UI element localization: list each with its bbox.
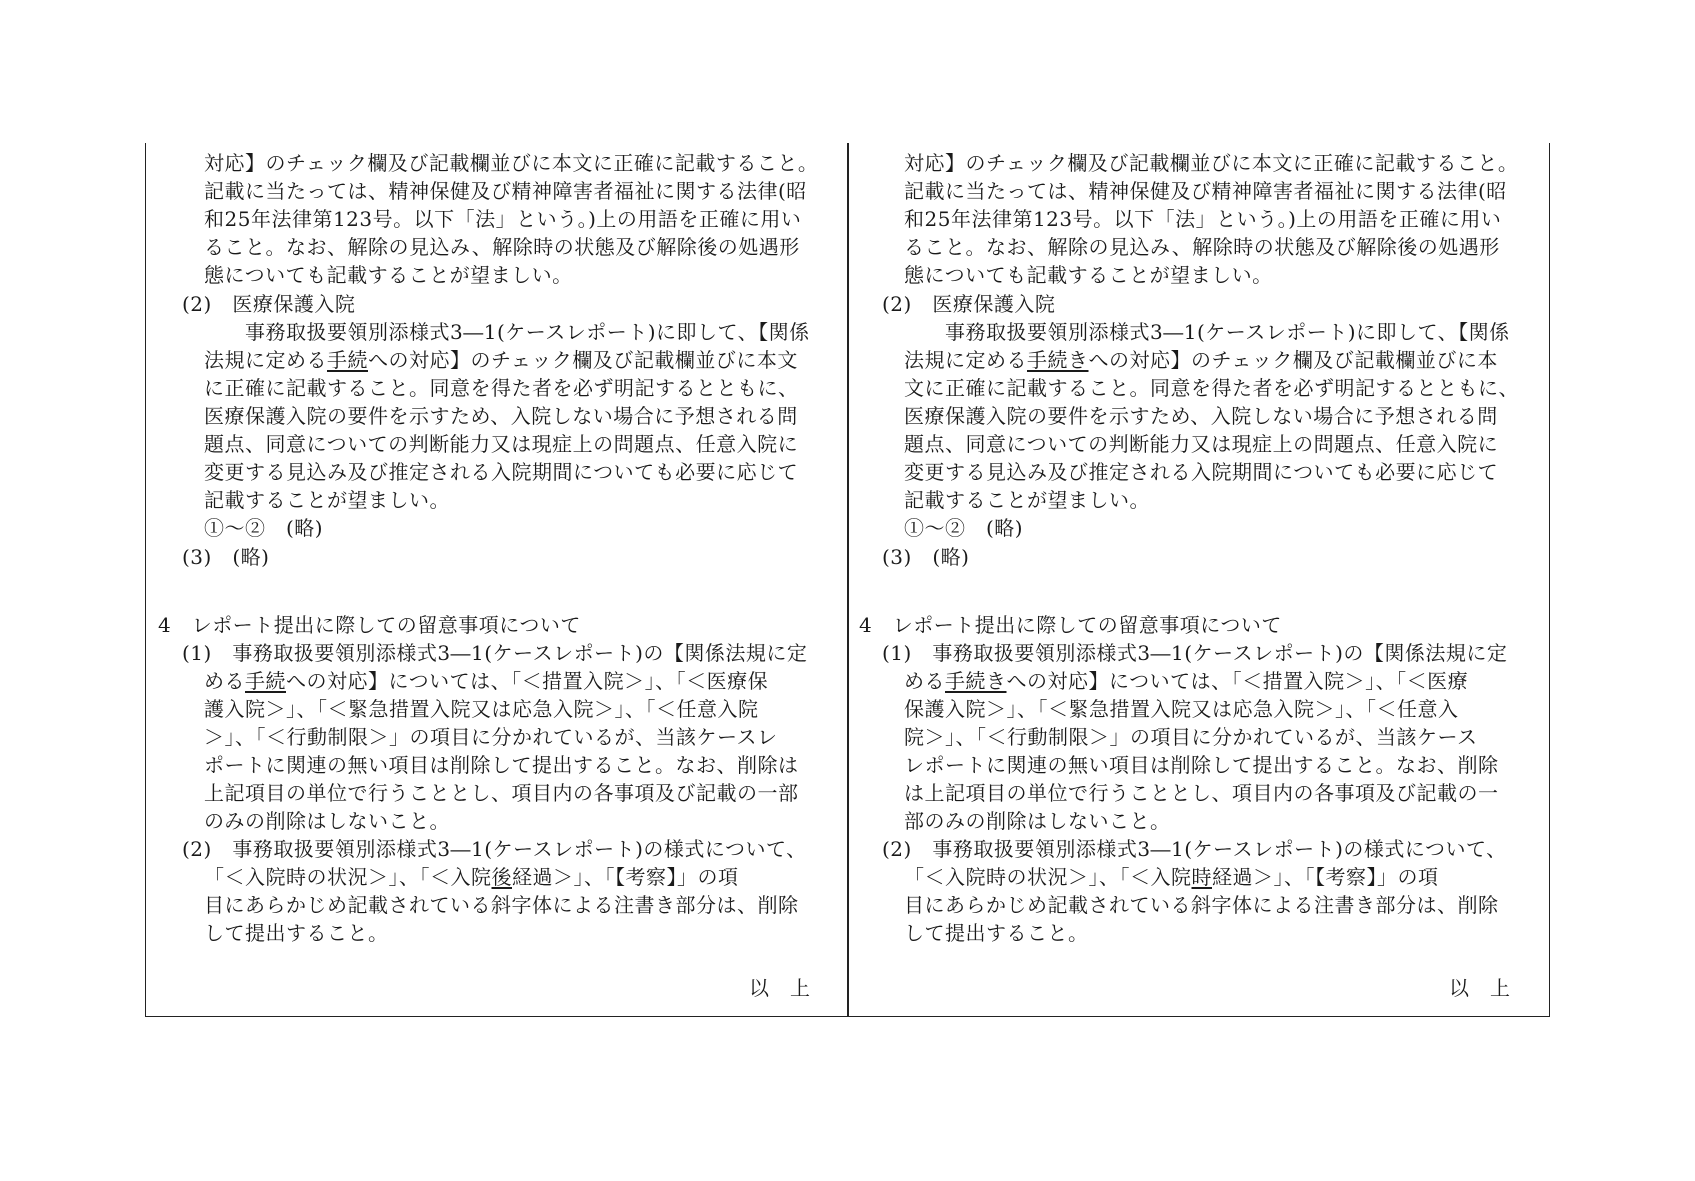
text-segment: 経過＞」、「【考察】」の項: [1212, 865, 1439, 889]
underlined-text: 手続き: [1027, 348, 1089, 372]
paragraph-line: 記載することが望ましい。: [204, 488, 450, 512]
paragraph-line: 事務取扱要領別添様式3―1(ケースレポート)に即して、【関係: [204, 320, 810, 344]
paragraph-line: [904, 667, 1468, 695]
paragraph-line: 和25年法律第123号。以下「法」という。)上の用語を正確に用い: [904, 207, 1502, 231]
paragraph-line: 態についても記載することが望ましい。: [904, 263, 1273, 287]
closing-mark: 以 上: [749, 976, 811, 1000]
paragraph-line: 記載することが望ましい。: [904, 488, 1150, 512]
paragraph-line: は上記項目の単位で行うこととし、項目内の各事項及び記載の一: [904, 781, 1499, 805]
section-heading: (2) 医療保護入院: [182, 292, 356, 316]
left-column: [146, 143, 848, 1016]
section-heading: (3) (略): [882, 545, 970, 569]
paragraph-line: 護入院＞」、「＜緊急措置入院又は応急入院＞」、「＜任意入院: [204, 697, 759, 721]
paragraph-line: ①～② (略): [204, 516, 324, 540]
paragraph-line: 上記項目の単位で行うこととし、項目内の各事項及び記載の一部: [204, 781, 799, 805]
underlined-text: 手続き: [945, 669, 1007, 693]
paragraph-line: 対応】のチェック欄及び記載欄並びに本文に正確に記載すること。: [204, 151, 819, 175]
text-segment: への対応】については、「＜措置入院＞」、「＜医療保: [286, 669, 769, 693]
paragraph-line: 変更する見込み及び推定される入院期間についても必要に応じて: [204, 460, 799, 484]
paragraph-line: して提出すること。: [204, 921, 389, 945]
paragraph-line: [904, 346, 1498, 374]
paragraph-line: ＞」、「＜行動制限＞」の項目に分かれているが、当該ケースレ: [204, 725, 778, 749]
paragraph-line: ること。なお、解除の見込み、解除時の状態及び解除後の処遇形: [204, 235, 800, 259]
paragraph-line: [904, 863, 1439, 891]
text-segment: 「＜入院時の状況＞」、「＜入院: [904, 865, 1192, 889]
paragraph-line: (2) 事務取扱要領別添様式3―1(ケースレポート)の様式について、: [182, 837, 807, 861]
paragraph-line: 変更する見込み及び推定される入院期間についても必要に応じて: [904, 460, 1499, 484]
section-heading: (2) 医療保護入院: [882, 292, 1056, 316]
comparison-table: [145, 143, 1550, 1017]
paragraph-line: 記載に当たっては、精神保健及び精神障害者福祉に関する法律(昭: [904, 179, 1507, 203]
text-segment: 法規に定める: [904, 348, 1027, 372]
paragraph-line: [204, 667, 768, 695]
section-heading: 4 レポート提出に際しての留意事項について: [158, 613, 581, 637]
text-segment: める: [204, 669, 245, 693]
text-segment: への対応】については、「＜措置入院＞」、「＜医療: [1006, 669, 1469, 693]
paragraph-line: ポートに関連の無い項目は削除して提出すること。なお、削除は: [204, 753, 799, 777]
paragraph-line: に正確に記載すること。同意を得た者を必ず明記するとともに、: [204, 376, 799, 400]
paragraph-line: 部のみの削除はしないこと。: [904, 809, 1171, 833]
text-segment: 法規に定める: [204, 348, 327, 372]
paragraph-line: ること。なお、解除の見込み、解除時の状態及び解除後の処遇形: [904, 235, 1500, 259]
paragraph-line: レポートに関連の無い項目は削除して提出すること。なお、削除: [904, 753, 1499, 777]
paragraph-line: ①～② (略): [904, 516, 1024, 540]
paragraph-line: 院＞」、「＜行動制限＞」の項目に分かれているが、当該ケース: [904, 725, 1478, 749]
closing-mark: 以 上: [1449, 976, 1511, 1000]
underlined-text: 手続: [327, 348, 368, 372]
paragraph-line: 記載に当たっては、精神保健及び精神障害者福祉に関する法律(昭: [204, 179, 807, 203]
paragraph-line: 目にあらかじめ記載されている斜字体による注書き部分は、削除: [204, 893, 799, 917]
paragraph-line: [204, 346, 798, 374]
text-segment: める: [904, 669, 945, 693]
paragraph-line: (1) 事務取扱要領別添様式3―1(ケースレポート)の【関係法規に定: [182, 641, 808, 665]
paragraph-line: のみの削除はしないこと。: [204, 809, 450, 833]
paragraph-line: 保護入院＞」、「＜緊急措置入院又は応急入院＞」、「＜任意入: [904, 697, 1459, 721]
paragraph-line: 対応】のチェック欄及び記載欄並びに本文に正確に記載すること。: [904, 151, 1519, 175]
section-heading: 4 レポート提出に際しての留意事項について: [859, 613, 1282, 637]
paragraph-line: 事務取扱要領別添様式3―1(ケースレポート)に即して、【関係: [904, 320, 1510, 344]
underlined-text: 時: [1191, 865, 1212, 889]
paragraph-line: 題点、同意についての判断能力又は現症上の問題点、任意入院に: [204, 432, 799, 456]
text-segment: への対応】のチェック欄及び記載欄並びに本文: [368, 348, 798, 372]
text-segment: 経過＞」、「【考察】」の項: [512, 865, 739, 889]
text-segment: への対応】のチェック欄及び記載欄並びに本: [1088, 348, 1498, 372]
paragraph-line: 文に正確に記載すること。同意を得た者を必ず明記するとともに、: [904, 376, 1519, 400]
paragraph-line: 態についても記載することが望ましい。: [204, 263, 573, 287]
paragraph-line: 和25年法律第123号。以下「法」という。)上の用語を正確に用い: [204, 207, 802, 231]
paragraph-line: して提出すること。: [904, 921, 1089, 945]
paragraph-line: (2) 事務取扱要領別添様式3―1(ケースレポート)の様式について、: [882, 837, 1507, 861]
paragraph-line: 医療保護入院の要件を示すため、入院しない場合に予想される問: [904, 404, 1498, 428]
section-heading: (3) (略): [182, 545, 270, 569]
text-segment: 「＜入院時の状況＞」、「＜入院: [204, 865, 492, 889]
right-column: [849, 143, 1551, 1016]
paragraph-line: 題点、同意についての判断能力又は現症上の問題点、任意入院に: [904, 432, 1499, 456]
underlined-text: 手続: [245, 669, 286, 693]
paragraph-line: 目にあらかじめ記載されている斜字体による注書き部分は、削除: [904, 893, 1499, 917]
paragraph-line: [204, 863, 739, 891]
paragraph-line: 医療保護入院の要件を示すため、入院しない場合に予想される問: [204, 404, 798, 428]
paragraph-line: (1) 事務取扱要領別添様式3―1(ケースレポート)の【関係法規に定: [882, 641, 1508, 665]
underlined-text: 後: [491, 865, 512, 889]
